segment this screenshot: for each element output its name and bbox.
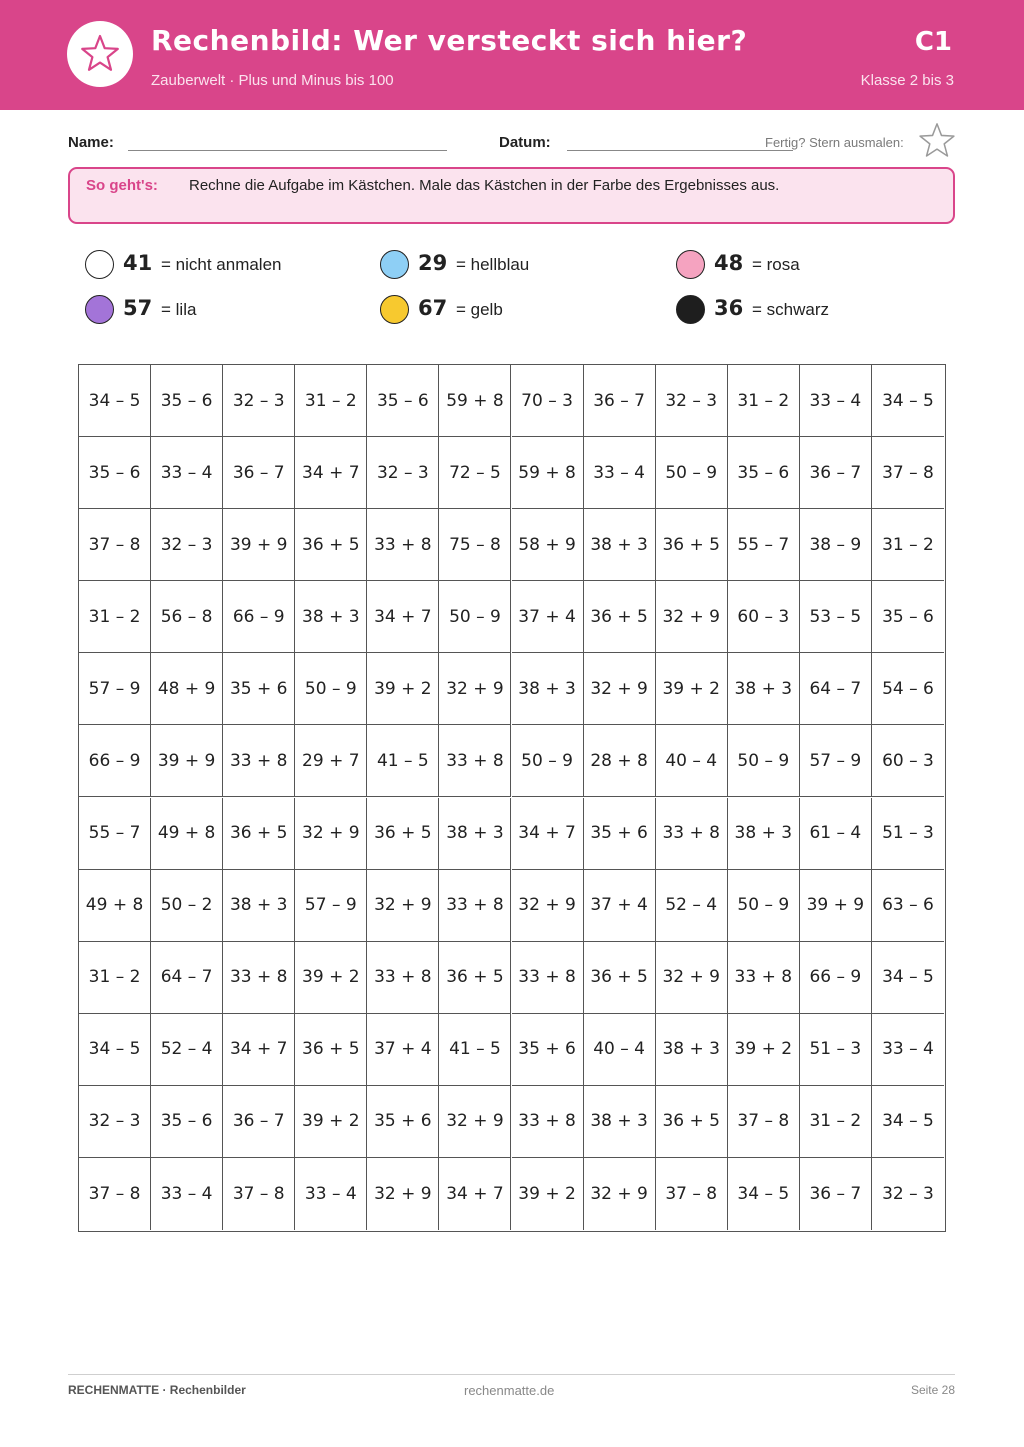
grid-cell[interactable]: 40 – 4 <box>656 725 728 797</box>
grid-cell[interactable]: 31 – 2 <box>79 942 151 1014</box>
grid-cell[interactable]: 72 – 5 <box>439 437 511 509</box>
grid-cell[interactable]: 35 + 6 <box>584 798 656 870</box>
grid-cell[interactable]: 41 – 5 <box>367 725 439 797</box>
grid-cell[interactable]: 59 + 8 <box>439 365 511 437</box>
legend-color-name: = gelb <box>456 300 503 319</box>
color-swatch <box>380 295 409 324</box>
grid-cell[interactable]: 36 + 5 <box>223 798 295 870</box>
grid-cell[interactable]: 36 – 7 <box>223 1086 295 1158</box>
grid-cell[interactable]: 52 – 4 <box>151 1014 223 1086</box>
grid-cell[interactable]: 39 + 2 <box>295 1086 367 1158</box>
legend-color-name: = lila <box>161 300 197 319</box>
grid-cell[interactable]: 38 + 3 <box>584 1086 656 1158</box>
grid-cell[interactable]: 41 – 5 <box>439 1014 511 1086</box>
legend-number: 41 <box>123 251 153 275</box>
grid-cell[interactable]: 61 – 4 <box>800 798 872 870</box>
page-subtitle: Zauberwelt · Plus und Minus bis 100 <box>151 72 394 89</box>
grid-cell[interactable]: 39 + 2 <box>656 653 728 725</box>
legend-number: 48 <box>714 251 744 275</box>
footer-divider <box>68 1374 955 1375</box>
grid-cell[interactable]: 51 – 3 <box>872 798 944 870</box>
grid-cell[interactable]: 35 – 6 <box>79 437 151 509</box>
grid-cell[interactable]: 64 – 7 <box>151 942 223 1014</box>
grid-cell[interactable]: 50 – 9 <box>439 581 511 653</box>
grid-cell[interactable]: 36 + 5 <box>584 581 656 653</box>
grid-cell[interactable]: 55 – 7 <box>79 798 151 870</box>
grid-cell[interactable]: 33 + 8 <box>512 1086 584 1158</box>
footer-website[interactable]: rechenmatte.de <box>464 1383 555 1398</box>
grid-cell[interactable]: 49 + 8 <box>151 798 223 870</box>
grid-cell[interactable]: 75 – 8 <box>439 509 511 581</box>
grid-cell[interactable]: 50 – 9 <box>728 725 800 797</box>
grid-cell[interactable]: 36 + 5 <box>584 942 656 1014</box>
color-swatch <box>85 250 114 279</box>
grid-cell[interactable]: 35 + 6 <box>512 1014 584 1086</box>
grid-cell[interactable]: 29 + 7 <box>295 725 367 797</box>
grid-cell[interactable]: 36 – 7 <box>800 1158 872 1230</box>
grid-cell[interactable]: 38 + 3 <box>512 653 584 725</box>
grid-cell[interactable]: 53 – 5 <box>800 581 872 653</box>
grid-cell[interactable]: 34 – 5 <box>728 1158 800 1230</box>
grid-cell[interactable]: 31 – 2 <box>728 365 800 437</box>
footer-brand: RECHENMATTE · Rechenbilder <box>68 1383 246 1397</box>
done-text: Fertig? Stern ausmalen: <box>765 135 904 150</box>
grid-cell[interactable]: 50 – 9 <box>512 725 584 797</box>
grid-cell[interactable]: 36 – 7 <box>800 437 872 509</box>
grid-cell[interactable]: 37 + 4 <box>512 581 584 653</box>
grid-cell[interactable]: 38 + 3 <box>584 509 656 581</box>
grid-cell[interactable]: 39 + 9 <box>800 870 872 942</box>
grid-cell[interactable]: 57 – 9 <box>295 870 367 942</box>
instruction-text: Rechne die Aufgabe im Kästchen. Male das Kästchen in der Farbe des Ergebnisses aus. <box>189 177 780 194</box>
grid-cell[interactable]: 32 + 9 <box>439 1086 511 1158</box>
grid-cell[interactable]: 50 – 9 <box>728 870 800 942</box>
grid-cell[interactable]: 70 – 3 <box>512 365 584 437</box>
grade-level: Klasse 2 bis 3 <box>860 72 954 89</box>
grid-cell[interactable]: 34 + 7 <box>439 1158 511 1230</box>
grid-cell[interactable]: 32 + 9 <box>584 1158 656 1230</box>
grid-cell[interactable]: 32 – 3 <box>882 1183 934 1204</box>
grid-cell[interactable]: 35 – 6 <box>728 437 800 509</box>
grid-cell[interactable]: 66 – 9 <box>223 581 295 653</box>
grid-cell[interactable]: 39 + 2 <box>512 1158 584 1230</box>
grid-cell[interactable]: 64 – 7 <box>800 653 872 725</box>
grid-cell[interactable]: 56 – 8 <box>151 581 223 653</box>
grid-cell[interactable]: 33 + 8 <box>656 798 728 870</box>
grid-cell[interactable]: 32 – 3 <box>79 1086 151 1158</box>
instruction-label: So geht's: <box>86 177 158 194</box>
color-swatch <box>676 250 705 279</box>
grid-cell[interactable]: 34 + 7 <box>295 437 367 509</box>
grid-cell[interactable]: 34 – 5 <box>872 1086 944 1158</box>
grid-cell[interactable]: 38 – 9 <box>800 509 872 581</box>
grid-cell[interactable]: 38 + 3 <box>728 653 800 725</box>
grid-cell[interactable]: 33 + 8 <box>367 509 439 581</box>
grid-cell[interactable]: 33 + 8 <box>223 942 295 1014</box>
grid-cell[interactable]: 36 + 5 <box>295 509 367 581</box>
grid-cell[interactable]: 39 + 9 <box>151 725 223 797</box>
grid-cell[interactable]: 34 – 5 <box>79 1014 151 1086</box>
grid-cell[interactable]: 35 – 6 <box>151 365 223 437</box>
grid-cell[interactable]: 32 – 3 <box>151 509 223 581</box>
name-label: Name: <box>68 134 114 151</box>
grid-cell[interactable]: 38 + 3 <box>728 798 800 870</box>
grid-cell[interactable]: 49 + 8 <box>79 870 151 942</box>
legend-color-name: = schwarz <box>752 300 829 319</box>
grid-cell[interactable]: 39 + 2 <box>367 653 439 725</box>
name-field[interactable] <box>128 150 447 151</box>
grid-cell[interactable]: 39 + 9 <box>223 509 295 581</box>
grid-cell[interactable]: 59 + 8 <box>512 437 584 509</box>
grid-cell[interactable]: 60 – 3 <box>728 581 800 653</box>
header-banner <box>0 0 1024 110</box>
grid-cell[interactable]: 36 + 5 <box>367 798 439 870</box>
grid-cell[interactable]: 34 + 7 <box>512 798 584 870</box>
grid-cell[interactable]: 55 – 7 <box>728 509 800 581</box>
logo-badge <box>67 21 133 87</box>
grid-cell[interactable]: 32 + 9 <box>295 798 367 870</box>
grid-cell[interactable]: 36 + 5 <box>295 1014 367 1086</box>
grid-cell[interactable]: 39 + 2 <box>295 942 367 1014</box>
legend-color-name: = nicht anmalen <box>161 255 282 274</box>
grid-cell[interactable]: 33 – 4 <box>800 365 872 437</box>
legend-number: 57 <box>123 296 153 320</box>
grid-cell[interactable]: 33 – 4 <box>151 1158 223 1230</box>
grid-cell[interactable]: 38 + 3 <box>295 581 367 653</box>
grid-cell[interactable]: 37 – 8 <box>872 437 944 509</box>
grid-cell[interactable]: 33 – 4 <box>295 1158 367 1230</box>
grid-cell[interactable]: 33 + 8 <box>223 725 295 797</box>
grid-cell[interactable]: 35 – 6 <box>151 1086 223 1158</box>
color-swatch <box>380 250 409 279</box>
grid-cell[interactable]: 37 – 8 <box>79 1158 151 1230</box>
grid-cell[interactable]: 50 – 2 <box>151 870 223 942</box>
grid-cell[interactable]: 36 + 5 <box>439 942 511 1014</box>
grid-cell[interactable]: 37 + 4 <box>584 870 656 942</box>
instruction-box <box>68 167 955 224</box>
star-icon <box>80 33 120 73</box>
grid-cell[interactable]: 32 + 9 <box>656 581 728 653</box>
grid-cell[interactable]: 33 – 4 <box>872 1014 944 1086</box>
grid-cell[interactable]: 36 + 5 <box>656 509 728 581</box>
grid-cell[interactable]: 36 – 7 <box>223 437 295 509</box>
grid-cell[interactable]: 38 + 3 <box>656 1014 728 1086</box>
grid-cell[interactable]: 63 – 6 <box>872 870 944 942</box>
grid-cell[interactable]: 57 – 9 <box>800 725 872 797</box>
grid-cell[interactable]: 32 + 9 <box>656 942 728 1014</box>
grid-cell[interactable]: 34 – 5 <box>872 365 944 437</box>
grid-cell[interactable]: 32 + 9 <box>584 653 656 725</box>
legend-color-name: = rosa <box>752 255 800 274</box>
grid-cell[interactable]: 31 – 2 <box>872 509 944 581</box>
grid-cell[interactable]: 32 – 3 <box>367 437 439 509</box>
grid-cell[interactable]: 37 – 8 <box>79 509 151 581</box>
grid-cell[interactable]: 36 + 5 <box>656 1086 728 1158</box>
grid-cell[interactable]: 33 – 4 <box>584 437 656 509</box>
legend-number: 29 <box>418 251 448 275</box>
grid-cell[interactable]: 32 + 9 <box>367 1158 439 1230</box>
grid-cell[interactable]: 33 + 8 <box>439 725 511 797</box>
grid-cell[interactable]: 33 + 8 <box>512 942 584 1014</box>
date-label: Datum: <box>499 134 551 151</box>
page-number: Seite 28 <box>910 1383 955 1397</box>
grid-cell[interactable]: 35 – 6 <box>367 365 439 437</box>
grid-cell[interactable]: 60 – 3 <box>872 725 944 797</box>
grid-cell[interactable]: 35 + 6 <box>367 1086 439 1158</box>
grid-cell[interactable]: 32 + 9 <box>367 870 439 942</box>
grid-cell[interactable]: 31 – 2 <box>295 365 367 437</box>
grid-cell[interactable]: 34 – 5 <box>79 365 151 437</box>
grid-cell[interactable]: 48 + 9 <box>151 653 223 725</box>
grid-cell[interactable]: 33 + 8 <box>728 942 800 1014</box>
grid-cell[interactable]: 32 – 3 <box>656 365 728 437</box>
grid-cell[interactable]: 51 – 3 <box>800 1014 872 1086</box>
grid-cell[interactable]: 37 – 8 <box>728 1086 800 1158</box>
grid-cell[interactable]: 39 + 2 <box>728 1014 800 1086</box>
grid-cell[interactable]: 54 – 6 <box>872 653 944 725</box>
grid-cell[interactable]: 37 – 8 <box>223 1158 295 1230</box>
grid-cell[interactable]: 57 – 9 <box>79 653 151 725</box>
grid-cell[interactable]: 33 + 8 <box>439 870 511 942</box>
grid-cell[interactable]: 36 – 7 <box>584 365 656 437</box>
grid-cell[interactable]: 58 + 9 <box>512 509 584 581</box>
grid-cell[interactable]: 34 + 7 <box>367 581 439 653</box>
grid-cell[interactable]: 32 + 9 <box>512 870 584 942</box>
page-title: Rechenbild: Wer versteckt sich hier? <box>151 24 748 57</box>
color-swatch <box>676 295 705 324</box>
grid-cell[interactable]: 31 – 2 <box>800 1086 872 1158</box>
grid-cell[interactable]: 50 – 9 <box>656 437 728 509</box>
color-swatch <box>85 295 114 324</box>
grid-cell[interactable]: 66 – 9 <box>800 942 872 1014</box>
grid-cell[interactable]: 37 + 4 <box>367 1014 439 1086</box>
grid-cell[interactable]: 33 – 4 <box>151 437 223 509</box>
grid-cell[interactable]: 52 – 4 <box>656 870 728 942</box>
grid-cell[interactable]: 33 + 8 <box>367 942 439 1014</box>
grid-cell[interactable]: 34 + 7 <box>223 1014 295 1086</box>
grid-cell[interactable]: 40 – 4 <box>584 1014 656 1086</box>
date-field[interactable] <box>567 150 793 151</box>
grid-cell[interactable]: 31 – 2 <box>79 581 151 653</box>
star-outline-icon[interactable] <box>918 121 956 159</box>
math-grid <box>78 364 946 1232</box>
grid-cell[interactable]: 35 + 6 <box>223 653 295 725</box>
grid-cell[interactable]: 50 – 9 <box>295 653 367 725</box>
worksheet-code: C1 <box>914 27 952 57</box>
grid-cell[interactable]: 38 + 3 <box>439 798 511 870</box>
grid-cell[interactable]: 32 – 3 <box>223 365 295 437</box>
grid-cell[interactable]: 28 + 8 <box>584 725 656 797</box>
grid-cell[interactable]: 38 + 3 <box>223 870 295 942</box>
grid-cell[interactable]: 32 + 9 <box>439 653 511 725</box>
grid-cell[interactable]: 35 – 6 <box>872 581 944 653</box>
legend-number: 36 <box>714 296 744 320</box>
grid-cell[interactable]: 34 – 5 <box>872 942 944 1014</box>
legend-number: 67 <box>418 296 448 320</box>
legend-color-name: = hellblau <box>456 255 530 274</box>
grid-cell[interactable]: 66 – 9 <box>79 725 151 797</box>
grid-cell[interactable]: 37 – 8 <box>656 1158 728 1230</box>
